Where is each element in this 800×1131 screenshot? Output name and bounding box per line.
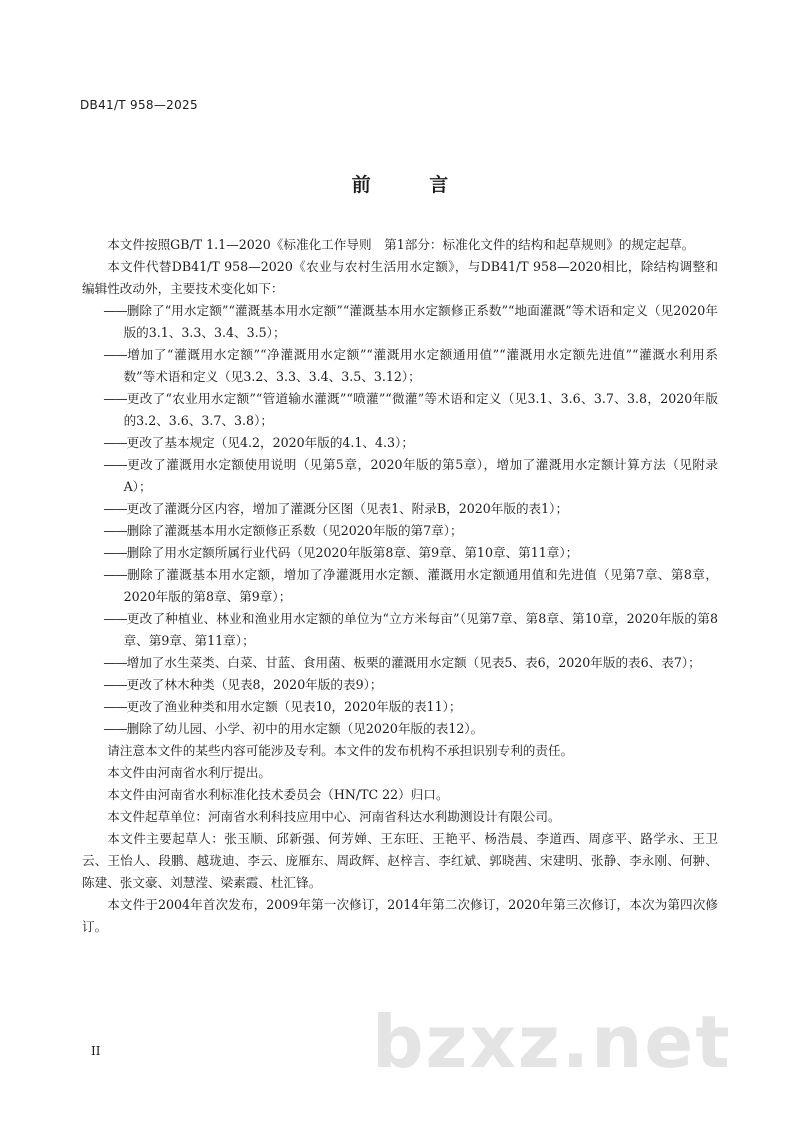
revision-history: 本文件于2004年首次发布，2009年第一次修订，2014年第二次修订，2020年第三次修订，本次为第四次修订。 xyxy=(82,897,718,934)
change-text: 更改了“农业用水定额”“管道输水灌溉”“喷灌”“微灌”等术语和定义（见3.1、3.6、3.7、3.8，2020年版的3.2、3.6、3.7、3.8）； xyxy=(123,391,718,428)
change-text: 增加了“灌溉用水定额”“净灌溉用水定额”“灌溉用水定额通用值”“灌溉用水定额先进值”“灌溉水利用系数”等术语和定义（见3.2、3.3、3.4、3.5、3.12）； xyxy=(123,347,718,384)
page-number: II xyxy=(91,1044,101,1058)
change-text: 删除了幼儿园、小学、初中的用水定额（见2020年版的表12）。 xyxy=(126,721,484,736)
patent-notice: 请注意本文件的某些内容可能涉及专利。本文件的发布机构不承担识别专利的责任。 xyxy=(107,743,574,758)
dash-marker: —— xyxy=(103,611,127,626)
change-text: 更改了渔业种类和用水定额（见表10，2020年版的表11）； xyxy=(126,699,462,714)
change-item xyxy=(82,300,718,344)
dash-marker: —— xyxy=(103,435,127,450)
change-text: 删除了用水定额所属行业代码（见2020年版第8章、第9章、第10章、第11章）； xyxy=(126,545,579,560)
committee-statement: 本文件由河南省水利标准化技术委员会（HN/TC 22）归口。 xyxy=(107,787,449,802)
drafters: 本文件主要起草人：张玉顺、邱新强、何芳婵、王东旺、王艳平、杨浩晨、李道西、周彦平、路学永、王卫云、王怡人、段鹏、越珑迪、李云、庞雁东、周政辉、赵梓言、李红斌、郭晓茜、宋建明、张静、李永刚、何翀、陈建、张文豪、刘慧滢、梁素霞、杜汇锋。 xyxy=(82,831,718,890)
dash-marker: —— xyxy=(103,721,127,736)
change-text: 更改了灌溉分区内容，增加了灌溉分区图（见表1、附录B，2020年版的表1）； xyxy=(126,501,569,516)
change-item xyxy=(82,608,718,652)
change-item xyxy=(82,432,718,454)
dash-marker: —— xyxy=(103,523,127,538)
change-item xyxy=(82,542,718,564)
change-text: 更改了林木种类（见表8，2020年版的表9）； xyxy=(126,677,383,692)
change-text: 更改了基本规定（见4.2，2020年版的4.1、4.3）； xyxy=(126,435,414,450)
watermark: bzxz.net xyxy=(372,1000,732,1084)
dash-marker: —— xyxy=(103,501,127,516)
change-item xyxy=(82,520,718,542)
dash-marker: —— xyxy=(103,391,127,406)
change-item xyxy=(82,718,718,740)
dash-marker: —— xyxy=(103,677,127,692)
dash-marker: —— xyxy=(103,457,127,472)
dash-marker: —— xyxy=(103,699,127,714)
intro-paragraph: 本文件代替DB41/T 958—2020《农业与农村生活用水定额》，与DB41/T 958—2020相比，除结构调整和编辑性改动外，主要技术变化如下： xyxy=(82,259,718,296)
change-text: 更改了种植业、林业和渔业用水定额的单位为“立方米每亩”（见第7章、第8章、第10章，2020年版的第8章、第9章、第11章）； xyxy=(123,611,718,648)
change-item xyxy=(82,696,718,718)
change-item xyxy=(82,388,718,432)
change-text: 更改了灌溉用水定额使用说明（见第5章，2020年版的第5章），增加了灌溉用水定额计算方法（见附录A）； xyxy=(123,457,718,494)
change-text: 删除了灌溉基本用水定额修正系数（见2020年版的第7章）； xyxy=(126,523,463,538)
proposer-statement: 本文件由河南省水利厅提出。 xyxy=(107,765,271,780)
dash-marker: —— xyxy=(103,567,127,582)
drafting-units: 本文件起草单位：河南省水利科技应用中心、河南省科达水利勘测设计有限公司。 xyxy=(107,809,561,824)
change-item xyxy=(82,674,718,696)
change-text: 增加了水生菜类、白菜、甘蓝、食用菌、板栗的灌溉用水定额（见表5、表6，2020年版的表6、表7）； xyxy=(126,655,701,670)
dash-marker: —— xyxy=(103,655,127,670)
change-item xyxy=(82,454,718,498)
intro-paragraph: 本文件按照GB/T 1.1—2020《标准化工作导则 第1部分：标准化文件的结构和起草规则》的规定起草。 xyxy=(107,237,695,252)
dash-marker: —— xyxy=(103,347,127,362)
change-item xyxy=(82,564,718,608)
standard-code: DB41/T 958—2025 xyxy=(80,98,198,112)
dash-marker: —— xyxy=(103,303,127,318)
change-item xyxy=(82,344,718,388)
change-text: 删除了灌溉基本用水定额，增加了净灌溉用水定额、灌溉用水定额通用值和先进值（见第7章、第8章，2020年版的第8章、第9章）； xyxy=(123,567,718,604)
change-text: 删除了“用水定额”“灌溉基本用水定额”“灌溉基本用水定额修正系数”“地面灌溉”等术语和定义（见2020年版的3.1、3.3、3.4、3.5）； xyxy=(123,303,718,340)
change-item xyxy=(82,652,718,674)
page-title: 前 言 xyxy=(351,174,475,196)
change-item xyxy=(82,498,718,520)
document-body xyxy=(82,234,718,938)
dash-marker: —— xyxy=(103,545,127,560)
